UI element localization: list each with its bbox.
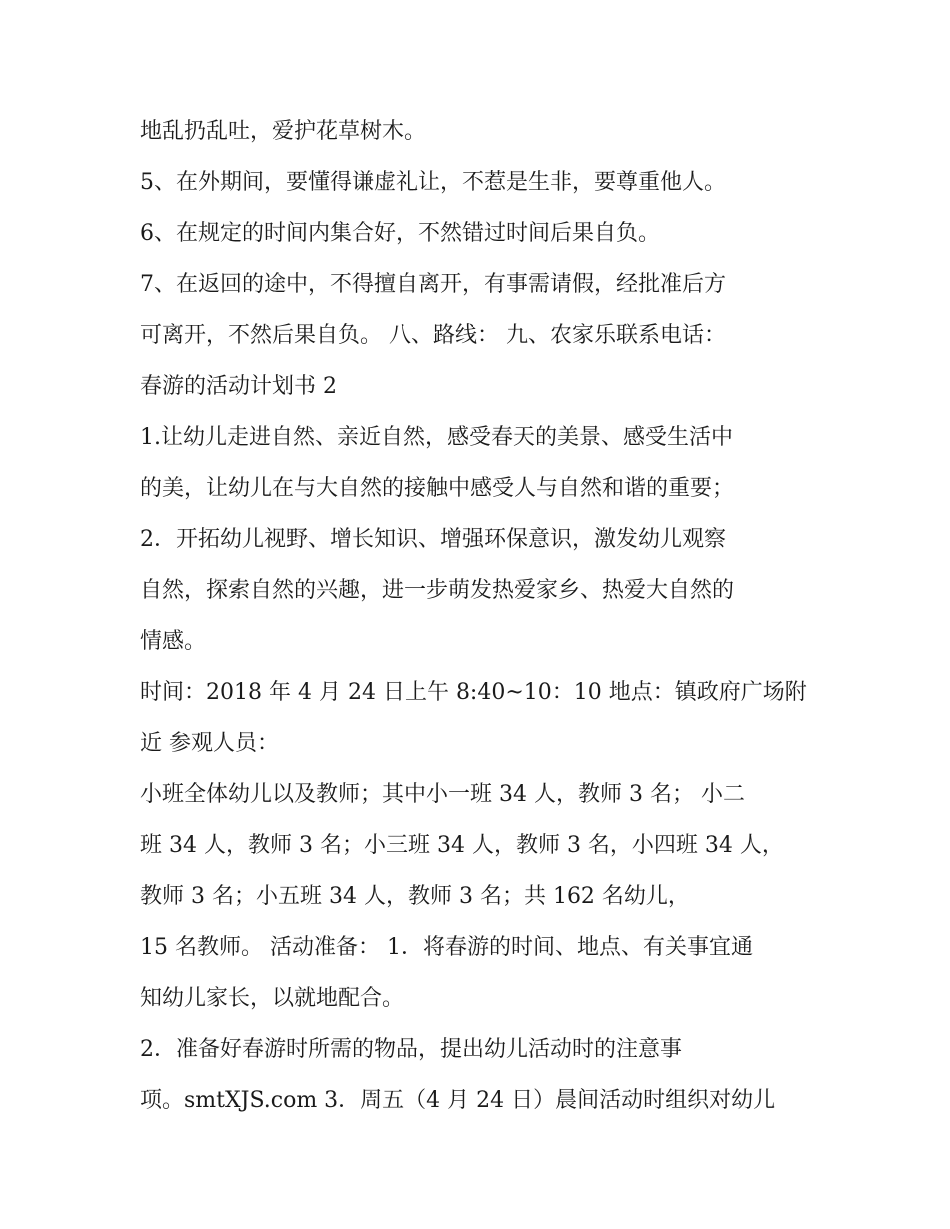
text-line: 自然，探索自然的兴趣，进一步萌发热爱家乡、热爱大自然的 [140, 578, 735, 603]
text-line: 近 参观人员： [140, 731, 279, 756]
text-line: 2．开拓幼儿视野、增长知识、增强环保意识，激发幼儿观察 [140, 527, 726, 552]
text-line: 小班全体幼儿以及教师；其中小一班 34 人，教师 3 名； 小二 [140, 782, 745, 807]
text-line: 情感。 [140, 629, 207, 654]
text-line: 2．准备好春游时所需的物品，提出幼儿活动时的注意事 [140, 1037, 682, 1062]
text-line: 6、在规定的时间内集合好，不然错过时间后果自负。 [140, 221, 660, 246]
text-line: 知幼儿家长，以就地配合。 [140, 986, 405, 1011]
text-line: 班 34 人，教师 3 名；小三班 34 人，教师 3 名，小四班 34 人， [140, 833, 784, 858]
text-line: 15 名教师。 活动准备： 1．将春游的时间、地点、有关事宜通 [140, 935, 753, 960]
document-body [140, 106, 830, 1126]
text-line: 7、在返回的途中，不得擅自离开，有事需请假，经批准后方 [140, 272, 726, 297]
text-line: 项。smtXJS.com 3．周五（4 月 24 日）晨间活动时组织对幼儿 [140, 1088, 776, 1113]
text-line: 时间：2018 年 4 月 24 日上午 8:40~10：10 地点：镇政府广场附 [140, 680, 807, 705]
text-line: 5、在外期间，要懂得谦虚礼让，不惹是生非，要尊重他人。 [140, 170, 726, 195]
text-line: 1.让幼儿走进自然、亲近自然，感受春天的美景、感受生活中 [140, 425, 733, 450]
text-line: 可离开，不然后果自负。 八、路线： 九、农家乐联系电话： [140, 323, 726, 348]
text-line: 教师 3 名；小五班 34 人，教师 3 名；共 162 名幼儿， [140, 884, 690, 909]
section-heading: 春游的活动计划书 2 [140, 374, 337, 399]
text-line: 地乱扔乱吐，爱护花草树木。 [140, 119, 427, 144]
text-line: 的美，让幼儿在与大自然的接触中感受人与自然和谐的重要； [140, 476, 735, 501]
